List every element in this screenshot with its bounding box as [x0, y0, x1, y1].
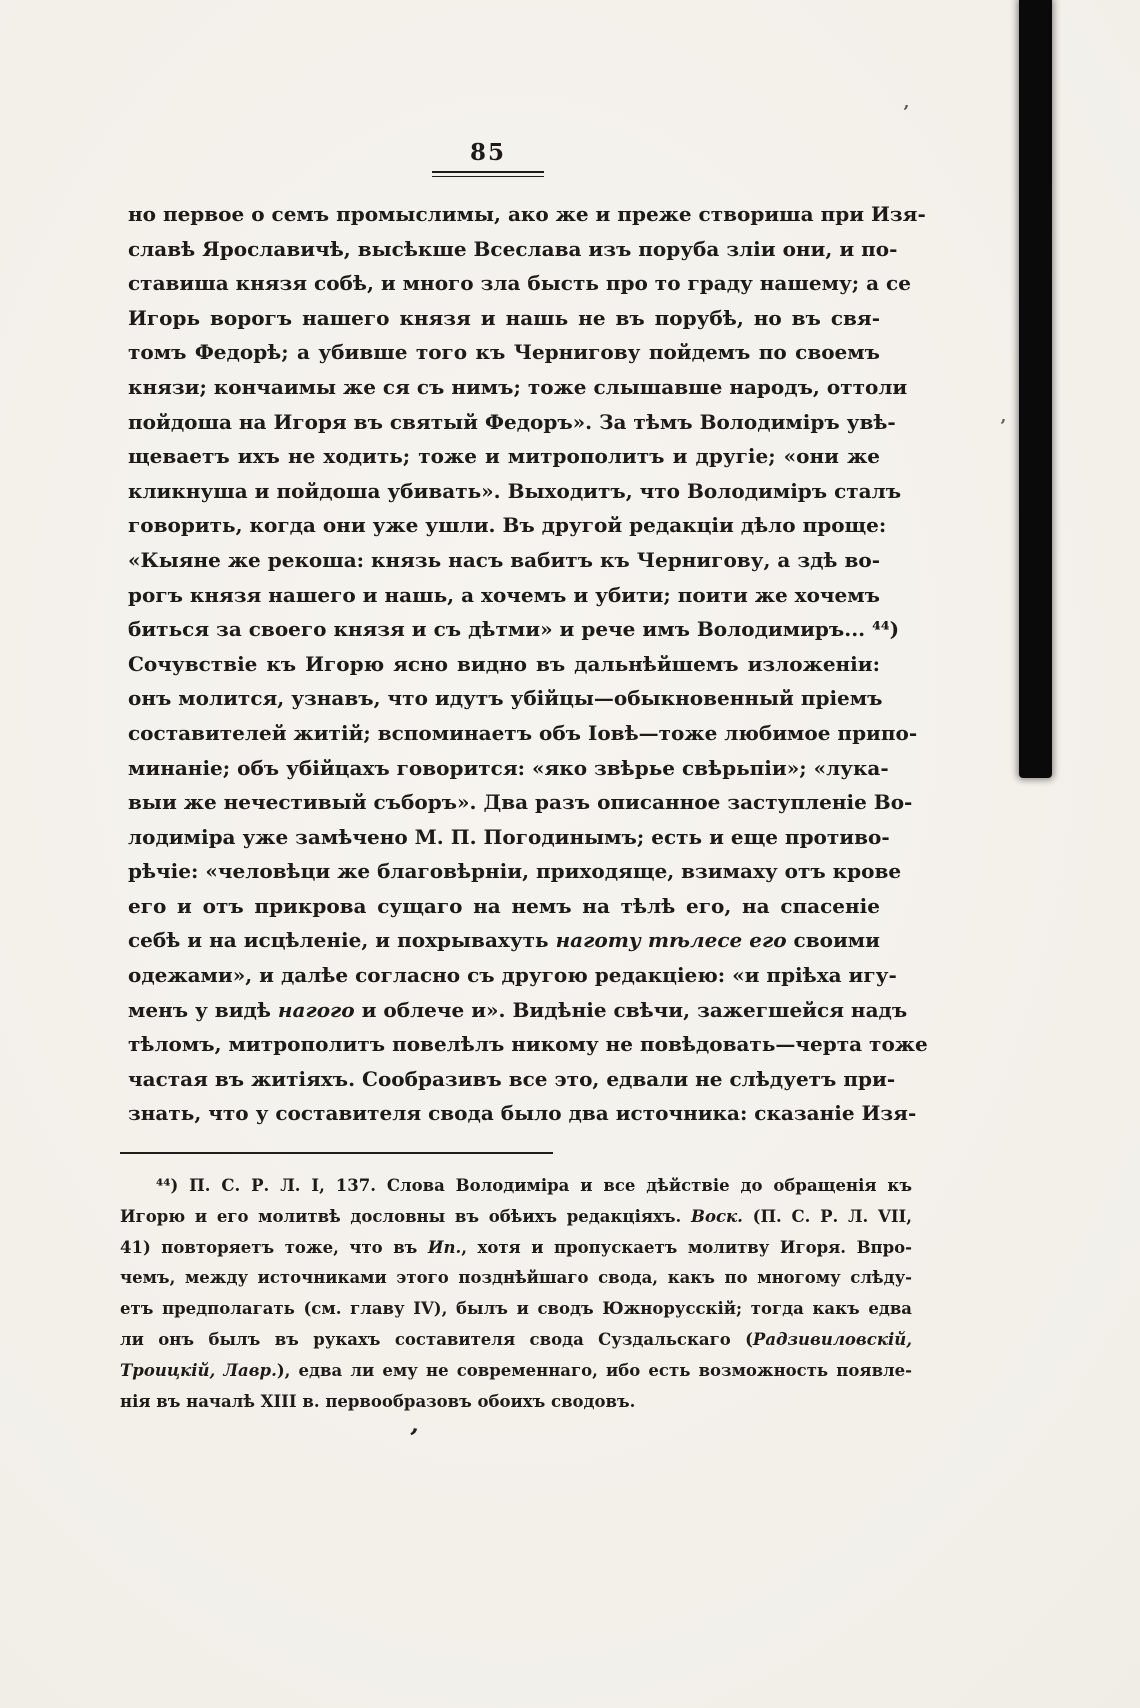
footnote-line [120, 1387, 912, 1418]
body-text-line [128, 1062, 896, 1097]
text-segment: лодимiра уже замѣчено М. П. Погодинымъ; есть и еще противо- [128, 824, 890, 849]
text-segment: ли онъ былъ въ рукахъ составителя свода Суздальскаго ( [120, 1329, 753, 1349]
footnote-line [120, 1233, 912, 1264]
body-text-line [128, 820, 890, 855]
text-segment: менъ у видѣ [128, 997, 278, 1022]
text-segment: себѣ и на исцѣленіе, и похрывахуть [128, 928, 556, 953]
text-segment: ⁴⁴) П. С. Р. Л. I, 137. Слова Володимiра и все дѣйствіе до обращенія къ [156, 1176, 912, 1195]
text-segment: етъ предполагать (см. главу IV), былъ и сводъ Южнорусскій; тогда какъ едва [120, 1299, 912, 1319]
text-segment: биться за своего князя и съ дѣтми» и рече имъ Володимиръ... ⁴⁴) [128, 617, 900, 642]
text-segment: Сочувствіе къ Игорю ясно видно въ дальнѣйшемъ изложеніи: [128, 651, 880, 676]
body-text-line [128, 889, 880, 924]
body-text-line [128, 474, 902, 509]
text-segment: онъ молится, узнавъ, что идутъ убійцы—обыкновенный пріемъ [128, 686, 883, 711]
text-segment: томъ Федорѣ; а убивше того къ Чернигову пойдемъ по своемъ [128, 340, 880, 365]
body-text-line [128, 543, 880, 578]
page-number: 85 [469, 139, 506, 166]
text-segment: его и отъ прикрова сущаго на немъ на тѣлѣ его, на спасеніе [128, 893, 880, 918]
body-text-line [128, 508, 887, 543]
body-text-line [128, 612, 900, 647]
text-segment: своими [786, 928, 880, 953]
text-segment: кликнуша и пойдоша убивать». Выходитъ, что Володимiръ сталъ [128, 478, 902, 503]
italic-text-segment: Троицкій, Лавр. [120, 1360, 277, 1380]
page-number-rule [432, 171, 544, 177]
text-segment: князи; кончаимы же ся съ нимъ; тоже слышавше народъ, оттоли [128, 374, 908, 399]
text-segment: Игорю и его молитвѣ дословны въ обѣихъ редакціяхъ. [120, 1206, 692, 1226]
stray-ink-mark: ’ [404, 1423, 421, 1455]
text-segment: (П. С. Р. Л. VII, [742, 1206, 913, 1226]
text-segment: рогъ князя нашего и нашь, а хочемъ и убити; поити же хочемъ [128, 582, 880, 607]
text-segment: «Кыяне же рекоша: князь насъ вабитъ къ Чернигову, а здѣ во- [128, 547, 880, 572]
body-text-line [128, 578, 880, 613]
italic-text-segment: Радзивиловскій, [752, 1329, 912, 1349]
body-text-line [128, 785, 913, 820]
body-text-line [128, 1096, 917, 1131]
footnote-text [120, 1171, 912, 1417]
body-text-line [128, 993, 908, 1028]
body-text-line [128, 647, 880, 682]
text-segment: , хотя и пропускаетъ молитву Игоря. Впро- [461, 1237, 912, 1257]
text-segment: 41) повторяетъ тоже, что въ [120, 1237, 428, 1257]
body-text-line [128, 1027, 928, 1062]
footnote-line [120, 1263, 912, 1294]
margin-speck: ’ [903, 102, 910, 123]
scan-artifact-bar [1019, 0, 1052, 778]
text-segment: Игорь ворогъ нашего князя и нашь не въ порубѣ, но въ свя- [128, 305, 880, 330]
text-segment: знать, что у составителя свода было два источника: сказаніе Изя- [128, 1101, 917, 1126]
text-segment: рѣчіе: «человѣци же благовѣрніи, приходяще, взимаху отъ крове [128, 859, 902, 884]
text-segment: говорить, когда они уже ушли. Въ другой редакціи дѣло проще: [128, 513, 887, 538]
body-text-line [128, 405, 896, 440]
italic-text-segment: нагого [277, 997, 355, 1022]
text-segment: тѣломъ, митрополитъ повелѣлъ никому не повѣдовать—черта тоже [128, 1032, 928, 1057]
text-segment: ), едва ли ему не современнаго, ибо есть возможность появле- [276, 1360, 913, 1380]
text-segment: выи же нечестивый съборъ». Два разъ описанное заступленіе Во- [128, 790, 913, 815]
body-text-line [128, 716, 918, 751]
body-text-line [128, 958, 897, 993]
text-segment: одежами», и далѣе согласно съ другою редакціею: «и пріѣха игу- [128, 963, 897, 988]
footnote-line [120, 1325, 912, 1356]
italic-text-segment: Воск. [691, 1206, 743, 1226]
text-segment: славѣ Ярославичѣ, высѣкше Всеслава изъ поруба зліи они, и по- [128, 236, 898, 261]
body-text-line [128, 439, 880, 474]
footnote-line [120, 1356, 912, 1387]
page-number-block [428, 140, 548, 177]
body-text-line [128, 335, 880, 370]
footnote-line [120, 1202, 912, 1233]
margin-speck: ’ [1000, 416, 1007, 437]
text-segment: но первое о семъ промыслимы, ако же и преже створиша при Изя- [128, 202, 926, 226]
body-text-line [128, 751, 889, 786]
text-segment: частая въ житіяхъ. Сообразивъ все это, едвали не слѣдуетъ при- [128, 1066, 896, 1091]
text-segment: минаніе; объ убійцахъ говорится: «яко звѣрье свѣрьпіи»; «лука- [128, 755, 889, 780]
body-text-line [128, 232, 898, 267]
footnote-separator-rule [120, 1152, 553, 1154]
text-segment: пойдоша на Игоря въ святый Федоръ». За тѣмъ Володимiръ увѣ- [128, 409, 896, 434]
body-text-line [128, 681, 883, 716]
text-segment: чемъ, между источниками этого позднѣйшаго свода, какъ по многому слѣду- [120, 1268, 912, 1288]
body-text-line [128, 370, 908, 405]
footnote-line [120, 1294, 912, 1325]
italic-text-segment: Ип. [427, 1237, 462, 1257]
body-text-line [128, 301, 880, 336]
footnote-line [120, 1171, 912, 1202]
italic-text-segment: наготу тѣлесе его [555, 928, 787, 953]
text-segment: ставиша князя собѣ, и много зла бысть про то граду нашему; а се [128, 271, 911, 296]
body-text-line [128, 923, 880, 958]
text-segment: щеваетъ ихъ не ходить; тоже и митрополитъ и другіе; «они же [128, 444, 880, 469]
body-text-line [128, 854, 902, 889]
text-segment: составителей житій; вспоминаетъ объ Іовѣ—тоже любимое припо- [128, 720, 918, 745]
body-text-line [128, 266, 911, 301]
body-text-line [128, 197, 926, 232]
text-segment: и облече и». Видѣніе свѣчи, зажегшейся надъ [354, 997, 908, 1022]
text-segment: нія въ началѣ XIII в. первообразовъ обоихъ сводовъ. [120, 1391, 636, 1411]
body-text [128, 197, 928, 1131]
